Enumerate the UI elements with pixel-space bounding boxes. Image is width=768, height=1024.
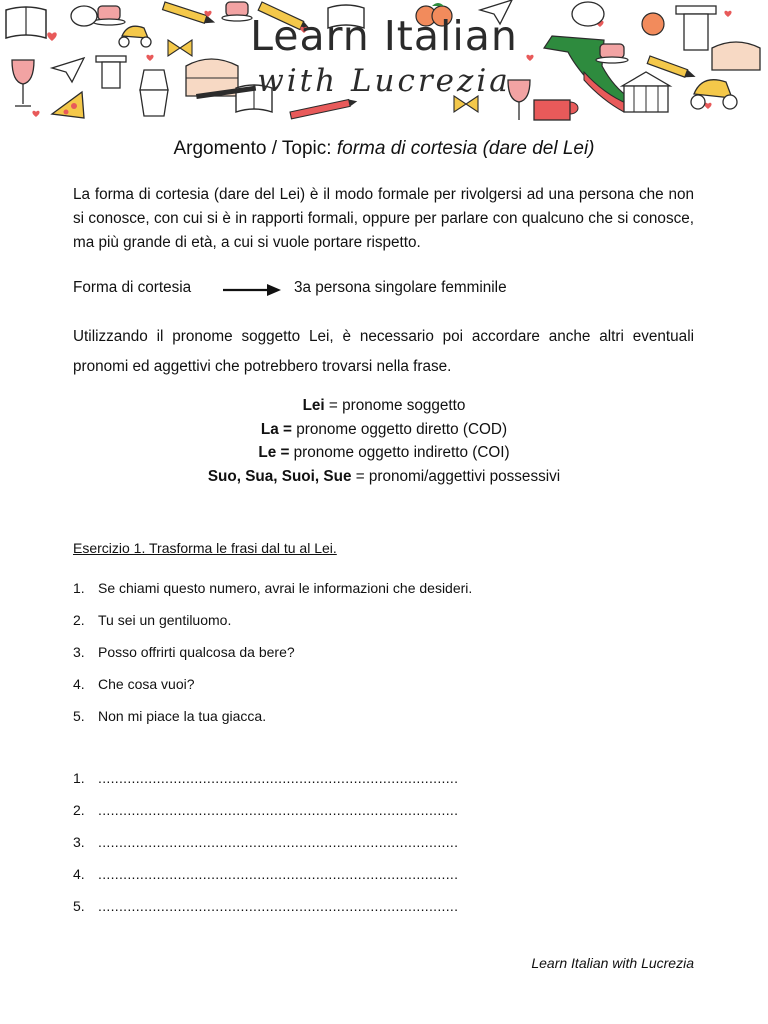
topic-heading bbox=[0, 138, 768, 160]
arrow-right-icon bbox=[223, 282, 281, 298]
pronoun-line bbox=[0, 394, 768, 418]
intro-paragraph: La forma di cortesia (dare del Lei) è il modo formale per rivolgersi ad una persona che non si conosce, con cui si è in rapporti formali, oppure per parlare con qualcuno che si conosce, ma più grande di età, a cui si vuole portare rispetto. bbox=[73, 186, 694, 251]
answer-number: 5. bbox=[73, 898, 85, 914]
answer-blank[interactable]: ...................................................................................... bbox=[98, 834, 459, 850]
item-number: 3. bbox=[73, 644, 85, 660]
topic-prefix: Argomento / Topic: bbox=[173, 138, 337, 159]
pronoun-term: Le = bbox=[258, 444, 290, 461]
answer-blank[interactable]: ...................................................................................... bbox=[98, 770, 459, 786]
brand-title: Learn Italian bbox=[250, 12, 518, 60]
pronoun-line bbox=[0, 418, 768, 442]
topic-subject: forma di cortesia (dare del Lei) bbox=[336, 138, 595, 159]
pronoun-term: La = bbox=[260, 420, 292, 438]
answer-blank[interactable]: ...................................................................................... bbox=[98, 802, 459, 818]
exercise-title: Esercizio 1. Trasforma le frasi dal tu al Lei. bbox=[73, 540, 337, 556]
pronoun-desc: pronome oggetto diretto (COD) bbox=[291, 420, 508, 438]
item-number: 2. bbox=[73, 612, 85, 628]
item-text: Posso offrirti qualcosa da bere? bbox=[98, 644, 295, 660]
pronoun-list bbox=[0, 394, 768, 488]
answer-number: 3. bbox=[73, 834, 85, 850]
cortesia-label: Forma di cortesia bbox=[73, 279, 192, 296]
answer-number: 1. bbox=[73, 770, 85, 786]
pronoun-desc: = pronome soggetto bbox=[324, 397, 466, 414]
pronoun-term: Lei bbox=[302, 397, 325, 414]
brand-subtitle: with Lucrezia bbox=[257, 63, 511, 99]
pronoun-line bbox=[0, 465, 768, 489]
item-number: 5. bbox=[73, 708, 85, 724]
answer-blank[interactable]: ...................................................................................... bbox=[98, 866, 459, 882]
item-text: Se chiami questo numero, avrai le informazioni che desideri. bbox=[98, 580, 473, 596]
item-number: 4. bbox=[73, 676, 85, 692]
item-text: Tu sei un gentiluomo. bbox=[98, 612, 232, 628]
cortesia-row bbox=[73, 279, 673, 301]
pronoun-desc: = pronomi/aggettivi possessivi bbox=[351, 467, 561, 485]
item-text: Non mi piace la tua giacca. bbox=[98, 708, 267, 724]
footer-credit: Learn Italian with Lucrezia bbox=[531, 955, 694, 971]
book-icon bbox=[534, 100, 570, 120]
item-number: 1. bbox=[73, 580, 85, 596]
item-text: Che cosa vuoi? bbox=[98, 676, 195, 692]
answer-blank[interactable]: ...................................................................................... bbox=[98, 898, 459, 914]
pronoun-line bbox=[0, 441, 768, 465]
cortesia-value: 3a persona singolare femminile bbox=[294, 279, 507, 296]
answer-number: 4. bbox=[73, 866, 85, 882]
answer-number: 2. bbox=[73, 802, 85, 818]
pencil-icon bbox=[290, 98, 358, 119]
pronoun-term: Suo, Sua, Suoi, Sue bbox=[207, 467, 352, 485]
pronoun-desc: pronome oggetto indiretto (COI) bbox=[289, 444, 510, 461]
header-banner bbox=[0, 0, 768, 128]
agreement-paragraph: Utilizzando il pronome soggetto Lei, è necessario poi accordare anche altri eventuali pronomi ed aggettivi che potrebbero trovarsi nella frase. bbox=[73, 328, 694, 375]
